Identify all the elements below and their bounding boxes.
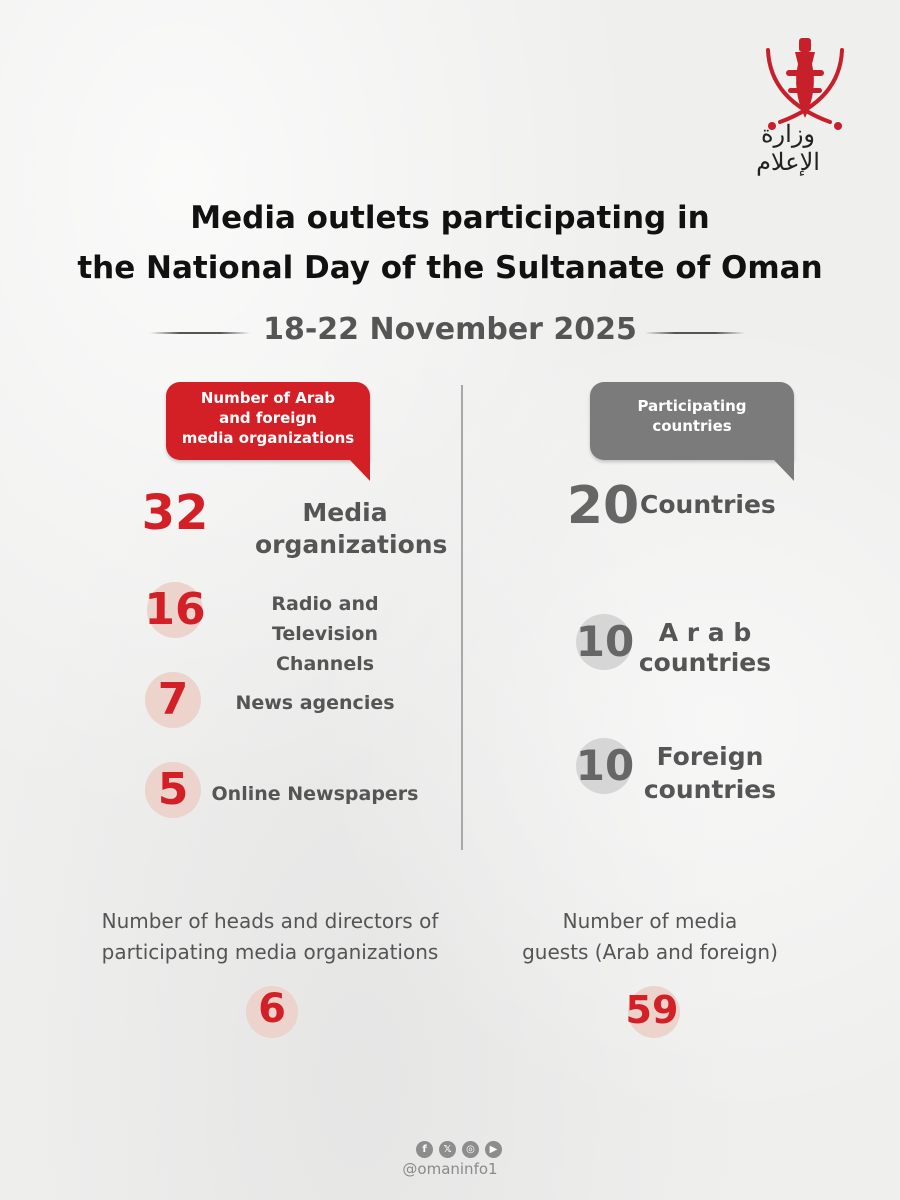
label-line: guests (Arab and foreign) <box>522 940 778 964</box>
label-line: countries <box>643 775 777 804</box>
heads-directors-count: 6 <box>258 986 286 1032</box>
label-line: A r a b <box>658 618 752 647</box>
media-guests-label <box>500 906 800 968</box>
social-handle[interactable]: @omaninfo1 <box>402 1160 498 1178</box>
arab-countries-label <box>635 618 775 678</box>
title-line-1: Media outlets participating in <box>190 200 710 236</box>
countries-count: 20 <box>566 476 640 536</box>
label-line: Television Channels <box>271 623 379 675</box>
label-line: News agencies <box>235 692 395 714</box>
badge-line: Participating <box>637 397 747 415</box>
facebook-icon[interactable]: f <box>416 1141 433 1158</box>
date-rule-right <box>645 332 745 334</box>
media-organizations-count: 32 <box>141 485 209 541</box>
youtube-icon[interactable]: ▶ <box>485 1141 502 1158</box>
label-line: Number of heads and directors of <box>101 909 439 933</box>
label-line: organizations <box>255 530 448 559</box>
label-line: countries <box>638 648 772 677</box>
label-line: Media <box>302 498 388 527</box>
online-newspapers-count: 5 <box>157 764 189 815</box>
heads-directors-label <box>75 906 465 968</box>
news-agencies-count: 7 <box>157 674 189 725</box>
radio-tv-count: 16 <box>144 584 206 635</box>
badge-line: Number of Arab <box>200 389 336 407</box>
radio-tv-label <box>225 589 425 679</box>
badge-tail <box>773 459 794 481</box>
label-line: Online Newspapers <box>211 783 419 805</box>
participating-countries-badge <box>590 382 794 460</box>
online-newspapers-label <box>210 779 420 809</box>
label-line: Number of media <box>562 909 738 933</box>
date-banner <box>0 310 900 354</box>
column-divider <box>461 385 463 850</box>
badge-line: and foreign <box>219 409 317 427</box>
title-line-2: the National Day of the Sultanate of Oman <box>77 250 823 286</box>
media-organizations-badge <box>166 382 370 460</box>
foreign-countries-label <box>640 740 780 806</box>
event-date: 18-22 November 2025 <box>263 312 637 347</box>
arab-countries-count: 10 <box>575 617 635 666</box>
ministry-arabic-wordmark: وزارة الإعلام <box>756 120 820 176</box>
label-line: participating media organizations <box>101 940 439 964</box>
countries-label <box>640 489 776 521</box>
badge-tail <box>349 459 370 481</box>
label-line: Radio and <box>271 593 379 615</box>
label-line: Foreign <box>656 742 764 771</box>
news-agencies-label <box>225 688 405 718</box>
badge-line: countries <box>652 417 732 435</box>
media-guests-count: 59 <box>625 988 679 1032</box>
foreign-countries-count: 10 <box>575 741 635 790</box>
label-line: Countries <box>640 490 776 519</box>
x-icon[interactable]: 𝕏 <box>439 1141 456 1158</box>
instagram-icon[interactable]: ◎ <box>462 1141 479 1158</box>
badge-line: media organizations <box>181 429 355 447</box>
media-organizations-label <box>255 497 448 561</box>
